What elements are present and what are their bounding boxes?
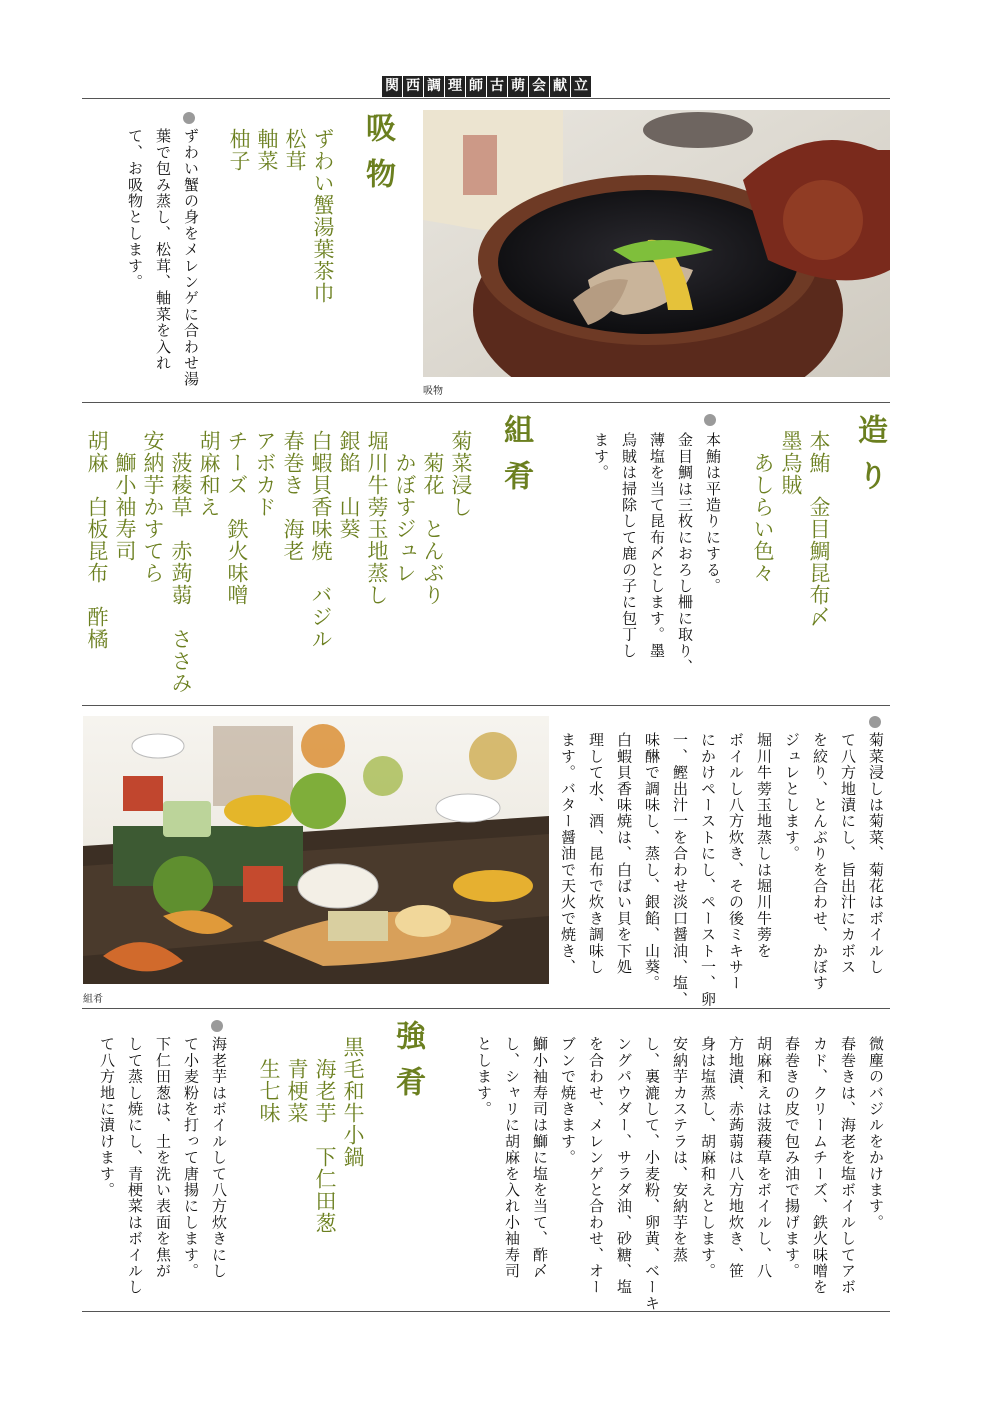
kumizakana-desc2-4: 春巻きの皮で包み油で揚げます。 — [783, 1036, 801, 1279]
shiizakana-menu-1: 黒毛和牛小鍋 — [341, 1036, 365, 1168]
tsukuri-desc-3: 薄塩を当て昆布〆とします。墨 — [648, 432, 666, 659]
page-header — [382, 76, 591, 97]
suimono-menu-2: 松茸 — [283, 128, 307, 172]
header-char: 萌 — [508, 76, 528, 97]
tsukuri-desc-1: 本鮪は平造りにする。 — [704, 432, 722, 594]
photo-caption-kumizakana: 組肴 — [83, 994, 103, 1005]
shiizakana-desc-5: て八方地に漬けます。 — [98, 1036, 116, 1198]
section-title-shiizakana: 強肴 — [390, 1020, 425, 1112]
kumizakana-desc2-6: 方地漬、赤蒟蒻は八方地炊き、笹 — [727, 1036, 745, 1279]
suimono-bowl-illustration — [423, 110, 890, 377]
suimono-desc-3: て、お吸物とします。 — [126, 128, 144, 290]
kumizakana-desc2-5: 胡麻和えは菠薐草をボイルし、八 — [755, 1036, 773, 1279]
kumizakana-desc2-13: 鰤小袖寿司は鰤に塩を当て、酢〆 — [531, 1036, 549, 1279]
kumizakana-menu-1: 菊菜浸し — [449, 430, 473, 518]
photo-kumizakana — [83, 716, 549, 984]
divider-1 — [82, 402, 890, 403]
divider-bottom — [82, 1311, 890, 1312]
kumizakana-desc2-1: 微塵のバジルをかけます。 — [867, 1036, 885, 1231]
kumizakana-menu-6: 白蝦貝香味焼 バジル — [309, 430, 333, 650]
header-char: 会 — [529, 76, 549, 97]
kumizakana-desc2-10: ングパウダー、サラダ油、砂糖、塩 — [615, 1036, 633, 1296]
divider-3 — [82, 1008, 890, 1009]
kumizakana-menu-7: 春巻き 海老 — [281, 430, 305, 562]
kumizakana-desc2-11: を合わせ、メレンゲと合わせ、オー — [587, 1036, 605, 1296]
kumizakana-desc-11: 理して水、酒、昆布で炊き調味し — [587, 732, 605, 975]
kumizakana-desc2-2: 春巻きは、海老を塩ボイルしてアボ — [839, 1036, 857, 1296]
bullet-dot — [869, 716, 881, 728]
tsukuri-desc-4: 烏賊は掃除して鹿の子に包丁し — [620, 432, 638, 659]
header-char: 理 — [445, 76, 465, 97]
header-char: 関 — [382, 76, 402, 97]
divider-2 — [82, 705, 890, 706]
kumizakana-desc2-3: カド、クリームチーズ、鉄火味噌を — [811, 1036, 829, 1296]
kumizakana-menu-9: チーズ 鉄火味噌 — [225, 430, 249, 606]
header-char: 古 — [487, 76, 507, 97]
shiizakana-menu-2: 海老芋 下仁田葱 — [313, 1036, 337, 1234]
kumizakana-menu-4: 堀川牛蒡玉地蒸し — [365, 430, 389, 606]
kumizakana-desc-9: 味醂で調味し、蒸し、銀餡、山葵。 — [643, 732, 661, 992]
kumizakana-desc-5: 堀川牛蒡玉地蒸しは堀川牛蒡を — [755, 732, 773, 959]
header-char: 師 — [466, 76, 486, 97]
suimono-menu-4: 柚子 — [227, 128, 251, 172]
kumizakana-desc2-15: とします。 — [475, 1036, 493, 1117]
shiizakana-desc-4: して蒸し焼にし、青梗菜はボイルし — [126, 1036, 144, 1296]
kumizakana-plate-illustration — [83, 716, 549, 984]
kumizakana-desc-12: ます。バター醤油で天火で焼き、 — [559, 732, 577, 975]
tsukuri-menu-2: 墨烏賊 — [779, 430, 803, 496]
kumizakana-desc2-12: ブンで焼きます。 — [559, 1036, 577, 1166]
bullet-dot — [704, 414, 716, 426]
divider-top — [82, 98, 890, 99]
shiizakana-desc-1: 海老芋はボイルして八方炊きにし — [210, 1036, 228, 1279]
suimono-desc-2: 葉で包み蒸し、松茸、軸菜を入れ — [154, 128, 172, 371]
shiizakana-desc-3: 下仁田葱は、土を洗い表面を焦が — [154, 1036, 172, 1279]
kumizakana-desc2-8: 安納芋カステラは、安納芋を蒸 — [671, 1036, 689, 1263]
kumizakana-menu-13: 鰤小袖寿司 — [113, 430, 137, 562]
suimono-menu-3: 軸菜 — [255, 128, 279, 172]
kumizakana-menu-3: かぼすジュレ — [393, 430, 417, 584]
shiizakana-menu-3: 青梗菜 — [285, 1036, 309, 1124]
shiizakana-desc-2: て小麦粉を打って唐揚にします。 — [182, 1036, 200, 1279]
kumizakana-menu-10: 胡麻和え — [197, 430, 221, 518]
header-char: 西 — [403, 76, 423, 97]
kumizakana-menu-8: アボカド — [253, 430, 277, 518]
kumizakana-menu-11: 菠薐草 赤蒟蒻 ささみ — [169, 430, 193, 694]
header-char: 立 — [571, 76, 591, 97]
tsukuri-desc-5: ます。 — [592, 432, 610, 481]
tsukuri-desc-2: 金目鯛は三枚におろし柵に取り、 — [676, 432, 694, 675]
shiizakana-menu-4: 生七味 — [257, 1036, 281, 1124]
section-title-tsukuri: 造り — [852, 414, 887, 506]
kumizakana-desc-3: を絞り、とんぶりを合わせ、かぼす — [811, 732, 829, 992]
kumizakana-menu-14: 胡麻 白板昆布 酢橘 — [85, 430, 109, 650]
photo-caption-suimono: 吸物 — [423, 386, 443, 397]
kumizakana-menu-12: 安納芋かすてら — [141, 430, 165, 584]
section-title-kumizakana: 組肴 — [498, 414, 533, 506]
kumizakana-desc-1: 菊菜浸しは菊菜、菊花はボイルし — [867, 732, 885, 975]
kumizakana-desc-4: ジュレとします。 — [783, 732, 801, 862]
bullet-dot — [211, 1020, 223, 1032]
header-char: 献 — [550, 76, 570, 97]
kumizakana-menu-5: 銀餡 山葵 — [337, 430, 361, 540]
kumizakana-desc-7: にかけペーストにし、ペースト一、卵 — [699, 732, 717, 1008]
tsukuri-menu-3: あしらい色々 — [751, 430, 775, 584]
suimono-menu-1: ずわい蟹湯葉茶巾 — [311, 128, 335, 304]
section-title-suimono: 吸物 — [360, 112, 395, 204]
kumizakana-desc2-7: 身は塩蒸し、胡麻和えとします。 — [699, 1036, 717, 1279]
kumizakana-desc-8: 一、鰹出汁一を合わせ淡口醤油、塩、 — [671, 732, 689, 1008]
kumizakana-menu-2: 菊花 とんぶり — [421, 430, 445, 606]
kumizakana-desc2-14: し、シャリに胡麻を入れ小袖寿司 — [503, 1036, 521, 1279]
header-char: 調 — [424, 76, 444, 97]
bullet-dot — [183, 112, 195, 124]
kumizakana-desc-10: 白蝦貝香味焼は、白ばい貝を下処 — [615, 732, 633, 975]
kumizakana-desc2-9: し、裏漉して、小麦粉、卵黄、ベーキ — [643, 1036, 661, 1312]
tsukuri-menu-1: 本鮪 金目鯛昆布〆 — [807, 430, 831, 628]
kumizakana-desc-2: て八方地漬にし、旨出汁にカボス — [839, 732, 857, 975]
photo-suimono — [423, 110, 890, 377]
kumizakana-desc-6: ボイルし八方炊き、その後ミキサー — [727, 732, 745, 992]
suimono-desc-1: ずわい蟹の身をメレンゲに合わせ湯 — [182, 128, 200, 388]
